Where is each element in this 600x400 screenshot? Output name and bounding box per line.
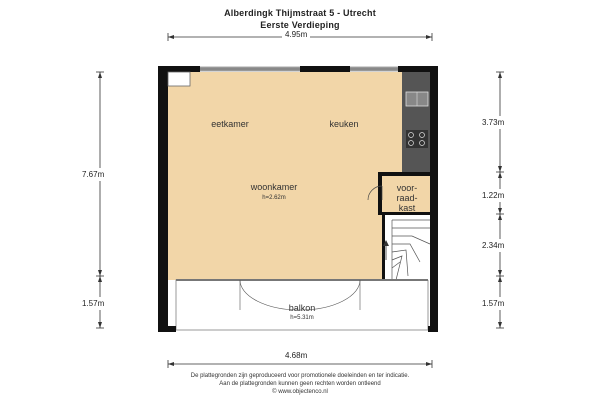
dim-left	[96, 72, 104, 328]
dim-right-balcony-label: 1.57m	[482, 299, 505, 308]
corner-cabinet	[168, 72, 190, 86]
room-balcony-height: h=5.31m	[290, 315, 314, 321]
dim-left-main-label: 7.67m	[82, 170, 105, 179]
living-floor	[168, 72, 402, 280]
wall-right	[430, 66, 438, 332]
room-keuken: keuken	[329, 119, 359, 129]
dim-right-storage-label: 1.22m	[482, 191, 505, 200]
disclaimer-line3: © www.objectenco.nl	[272, 389, 328, 395]
disclaimer-line1: De plattegronden zijn geproduceerd voor promotionele doeleinden en ter indicatie.	[190, 373, 410, 379]
wall-left	[158, 66, 168, 332]
kitchen-counter	[402, 72, 430, 172]
room-eetkamer: eetkamer	[211, 119, 249, 129]
room-woonkamer-height: h=2.62m	[262, 195, 286, 201]
plan-address: Alberdingk Thijmstraat 5 - Utrecht	[224, 8, 376, 18]
wall-top-mid	[300, 66, 350, 72]
wall-bottom-right	[428, 326, 438, 332]
room-balcony: balkon	[288, 303, 316, 313]
room-storage	[384, 183, 430, 213]
storage-label-line2: raad-	[396, 193, 418, 203]
disclaimer-line2: Aan de plattegronden kunnen geen rechten worden ontleend	[219, 381, 381, 387]
dim-bottom	[168, 360, 432, 368]
wall-top-left	[158, 66, 200, 72]
disclaimer	[0, 372, 600, 396]
plan-floor-name: Eerste Verdieping	[260, 20, 340, 30]
room-woonkamer: woonkamer	[250, 182, 298, 192]
wall-stairs-left	[382, 215, 385, 280]
storage-label-line1: voor-	[396, 183, 418, 193]
stairs-area	[382, 215, 430, 280]
dim-top-label: 4.95m	[282, 30, 310, 39]
kitchen-hob	[406, 130, 428, 148]
wall-storage-top	[378, 172, 432, 176]
dim-right-stairs-label: 2.34m	[482, 241, 505, 250]
dim-left-balcony-label: 1.57m	[82, 299, 105, 308]
dim-bottom-label: 4.68m	[282, 351, 310, 360]
wall-bottom-left	[158, 326, 176, 332]
wall-storage-left	[378, 172, 382, 214]
storage-label-line3: kast	[398, 203, 416, 213]
dim-right-kitchen-label: 3.73m	[482, 118, 505, 127]
